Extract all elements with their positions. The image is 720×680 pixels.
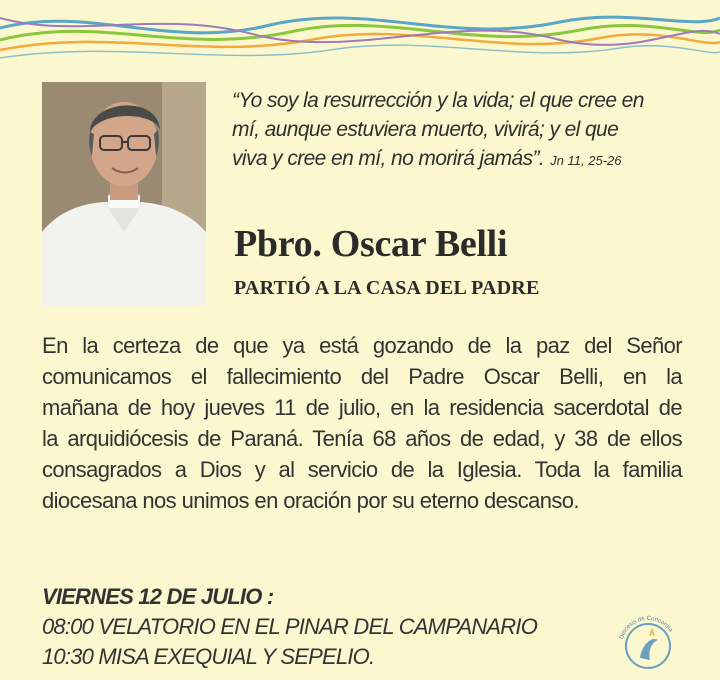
deceased-name: Pbro. Oscar Belli <box>234 223 508 265</box>
body-line: mañana de hoy jueves 11 de julio, en la residencia sacerdotal de <box>42 395 682 420</box>
body-line: la arquidiócesis de Paraná. Tenía 68 años de edad, y 38 de ellos <box>42 426 682 451</box>
bible-quote <box>232 86 692 175</box>
body-line: En la certeza de que ya está gozando de la paz del Señor <box>42 333 682 358</box>
body-line: consagrados a Dios y al servicio de la Iglesia. Toda la familia <box>42 457 682 482</box>
announcement-subtitle: PARTIÓ A LA CASA DEL PADRE <box>234 277 540 299</box>
quote-line-1: “Yo soy la resurrección y la vida; el que cree en <box>232 89 644 112</box>
body-line: comunicamos el fallecimiento del Padre Oscar Belli, en la <box>42 364 682 389</box>
decorative-waves <box>0 0 720 70</box>
quote-line-3: viva y cree en mí, no morirá jamás”. <box>232 147 545 170</box>
schedule-item: 08:00 VELATORIO EN EL PINAR DEL CAMPANARIO <box>42 614 538 639</box>
schedule-item: 10:30 MISA EXEQUIAL Y SEPELIO. <box>42 644 375 669</box>
logo-text: Diócesis de Concordia <box>618 615 674 641</box>
priest-portrait <box>42 82 206 306</box>
diocese-logo <box>612 606 684 678</box>
funeral-schedule <box>42 582 602 672</box>
schedule-day: VIERNES 12 DE JULIO : <box>42 584 274 609</box>
quote-reference: Jn 11, 25-26 <box>550 153 622 168</box>
announcement-body <box>42 330 682 516</box>
body-line: diocesana nos unimos en oración por su eterno descanso. <box>42 488 579 513</box>
quote-line-2: mí, aunque estuviera muerto, vivirá; y el que <box>232 118 619 141</box>
